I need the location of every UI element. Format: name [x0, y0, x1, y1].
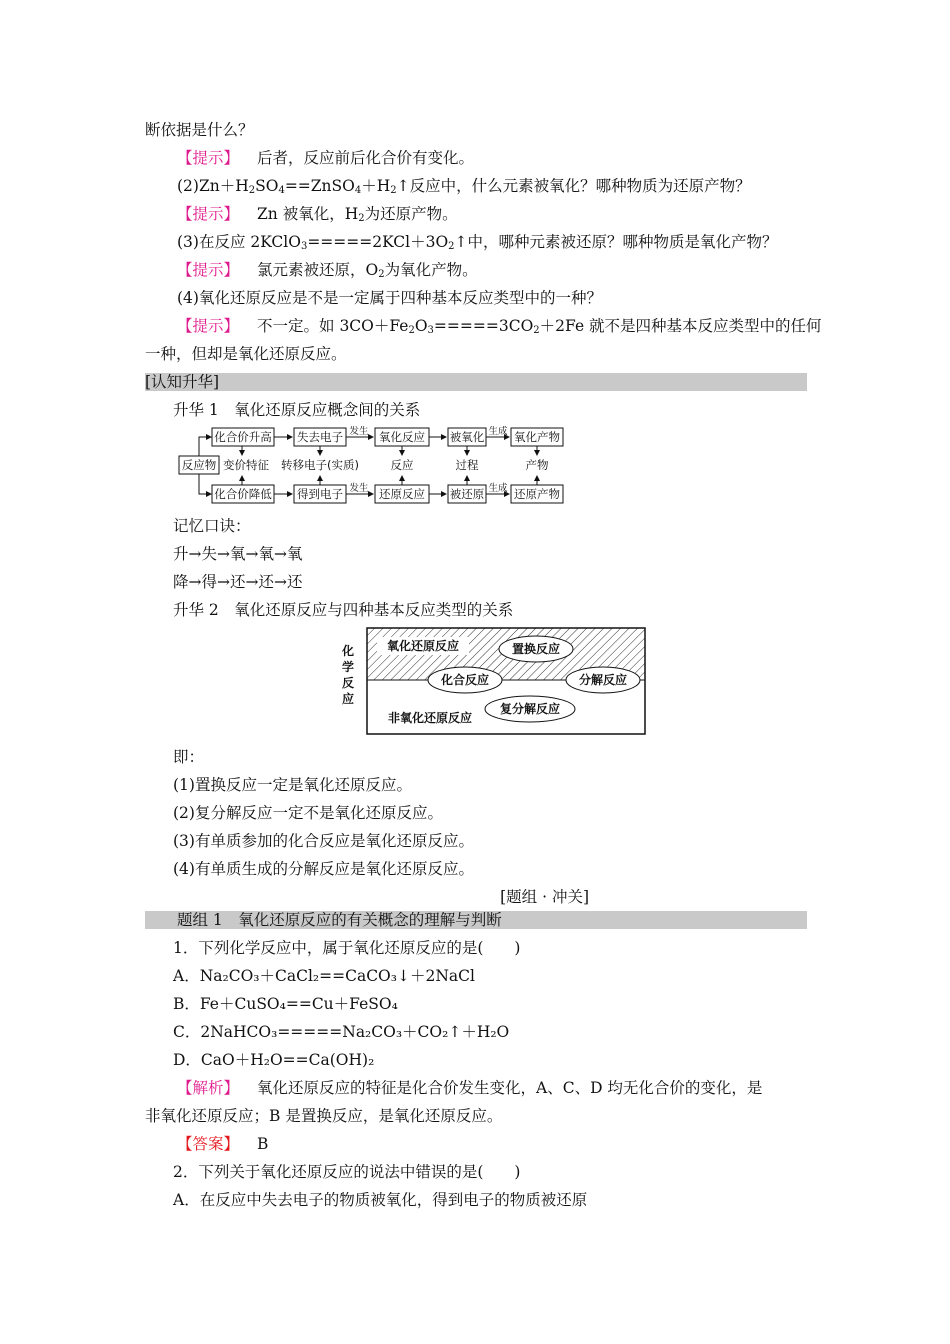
side-label: 反 [341, 676, 355, 690]
hint-text: 为还原产物。 [364, 205, 458, 223]
region-label: 非氧化还原反应 [387, 711, 473, 725]
side-label: 学 [341, 660, 355, 674]
diagram-node: 失去电子 [297, 430, 343, 444]
diagram-node: 还原产物 [514, 487, 560, 501]
paragraph: 降→得→还→还→还 [173, 573, 303, 591]
hint-line: 【提示】 不一定。如 $3CO+Fe_2O_3=====3CO_2+2Fe$ 就不是四种基本反应类型中的任何 [177, 317, 822, 336]
analysis-text: 非氧化还原反应；B 是置换反应，是氧化还原反应。 [145, 1107, 503, 1125]
diagram-node: 化合价升高 [214, 430, 272, 444]
ellipse-label: 化合反应 [440, 673, 490, 687]
option-line: C．2NaHCO₃=====Na₂CO₃＋CO₂↑＋H₂O [173, 1023, 510, 1041]
hint-text: 不一定。如 3CO＋Fe [257, 317, 409, 335]
paragraph: (3)有单质参加的化合反应是氧化还原反应。 [173, 832, 474, 850]
subheading: 升华 1 氧化还原反应概念间的关系 [173, 401, 421, 419]
hint-text: 后者，反应前后化合价有变化。 [257, 149, 475, 167]
analysis-label: 【解析】 [177, 1079, 240, 1097]
diagram-node: 氧化反应 [379, 430, 425, 444]
paragraph: (4)有单质生成的分解反应是氧化还原反应。 [173, 860, 474, 878]
option-line: A．在反应中失去电子的物质被氧化，得到电子的物质被还原 [173, 1191, 588, 1209]
hint-label: 【提示】 [177, 261, 240, 279]
answer-line [145, 1130, 807, 1158]
text: (3)在反应 2KClO [177, 233, 301, 251]
hint-text: Zn 被氧化，H [257, 205, 359, 223]
hint-text: 为氧化产物。 [384, 261, 478, 279]
subheading: 升华 2 氧化还原反应与四种基本反应类型的关系 [173, 601, 514, 619]
arrow-label: 生成 [488, 426, 508, 437]
question-line: $(2)Zn+H_2SO_4==ZnSO_4+H_2↑$反应中，什么元素被氧化？哪种物质为还原产物？ [177, 177, 751, 196]
document-page [145, 116, 822, 1214]
text: ==ZnSO [284, 177, 355, 195]
text: ＋H [361, 177, 391, 195]
text: ↑中，哪种元素被还原？哪种物质是氧化产物？ [454, 233, 778, 251]
hint-line: 【提示】 氯元素被还原，$O_2$为氧化产物。 [177, 261, 478, 280]
hint-text: ＋2Fe 就不是四种基本反应类型中的任何 [539, 317, 822, 335]
diagram-mid-label: 变价特征 [223, 458, 269, 472]
section-bar [145, 911, 807, 929]
hint-text: =====3CO [433, 317, 534, 335]
hint-line: 【提示】 Zn 被氧化，$H_2$为还原产物。 [177, 205, 458, 224]
paragraph: (1)置换反应一定是氧化还原反应。 [173, 776, 412, 794]
question-line: (3)在反应 $2KClO_3=====2KCl+3O_2↑$中，哪种元素被还原？哪种物质是氧化产物？ [177, 233, 778, 252]
hint-text: 一种，但却是氧化还原反应。 [145, 345, 347, 363]
text: SO [255, 177, 279, 195]
analysis-line [145, 1074, 807, 1102]
section-title: [认知升华] [145, 373, 220, 391]
diagram-mid-label: 转移电子(实质) [281, 458, 359, 472]
hint-label: 【提示】 [177, 149, 240, 167]
hint-line [145, 144, 807, 172]
ellipse-label: 置换反应 [511, 642, 561, 656]
question-line: 2．下列关于氧化还原反应的说法中错误的是( ) [173, 1163, 521, 1181]
diagram-node: 氧化产物 [514, 430, 560, 444]
option-line: D．CaO＋H₂O==Ca(OH)₂ [173, 1051, 375, 1069]
reaction-type-diagram [333, 627, 653, 739]
paragraph: 即： [173, 748, 205, 766]
option-line: B．Fe＋CuSO₄==Cu＋FeSO₄ [173, 995, 398, 1013]
diagram-node: 被氧化 [449, 430, 485, 444]
arrow-label: 生成 [488, 483, 508, 494]
paragraph: 升→失→氧→氧→氧 [173, 545, 303, 563]
diagram-node: 得到电子 [297, 487, 343, 501]
side-label: 化 [341, 644, 355, 658]
paragraph: 断依据是什么？ [145, 121, 254, 139]
section-bar [145, 373, 807, 391]
ellipse-label: 复分解反应 [499, 702, 561, 716]
diagram-node: 被还原 [449, 487, 485, 501]
text: =====2KCl＋3O [307, 233, 449, 251]
section-title: 题组 1 氧化还原反应的有关概念的理解与判断 [177, 911, 502, 929]
arrow-label: 发生 [349, 426, 369, 437]
concept-relation-diagram [178, 426, 608, 506]
hint-label: 【提示】 [177, 317, 240, 335]
diagram-mid-label: 过程 [455, 458, 479, 472]
side-label: 应 [341, 692, 355, 706]
section-title: [题组 · 冲关] [500, 888, 589, 906]
paragraph: 记忆口诀： [173, 517, 251, 535]
question-line: (4)氧化还原反应是不是一定属于四种基本反应类型中的一种？ [177, 289, 602, 307]
question-line: 1．下列化学反应中，属于氧化还原反应的是( ) [173, 939, 521, 957]
analysis-text: 氧化还原反应的特征是化合价发生变化，A、C、D 均无化合价的变化，是 [257, 1079, 763, 1097]
hint-text: 氯元素被还原，O [257, 261, 379, 279]
diagram-node: 还原反应 [379, 487, 425, 501]
region-label: 氧化还原反应 [386, 639, 460, 653]
diagram-mid-label: 反应 [390, 458, 414, 472]
arrow-label: 发生 [349, 483, 369, 494]
hint-text: O [414, 317, 428, 335]
ellipse-label: 分解反应 [578, 673, 628, 687]
reactant-label: 反应物 [181, 458, 217, 472]
text: (2)Zn＋H [177, 177, 249, 195]
diagram-mid-label: 产物 [525, 458, 549, 472]
hint-label: 【提示】 [177, 205, 240, 223]
paragraph: (2)复分解反应一定不是氧化还原反应。 [173, 804, 443, 822]
text: ↑反应中，什么元素被氧化？哪种物质为还原产物？ [396, 177, 751, 195]
option-line: A．Na₂CO₃＋CaCl₂==CaCO₃↓＋2NaCl [173, 967, 475, 985]
answer-label: 【答案】 [177, 1135, 240, 1153]
answer-text: B [257, 1135, 269, 1153]
diagram-node: 化合价降低 [214, 487, 272, 501]
